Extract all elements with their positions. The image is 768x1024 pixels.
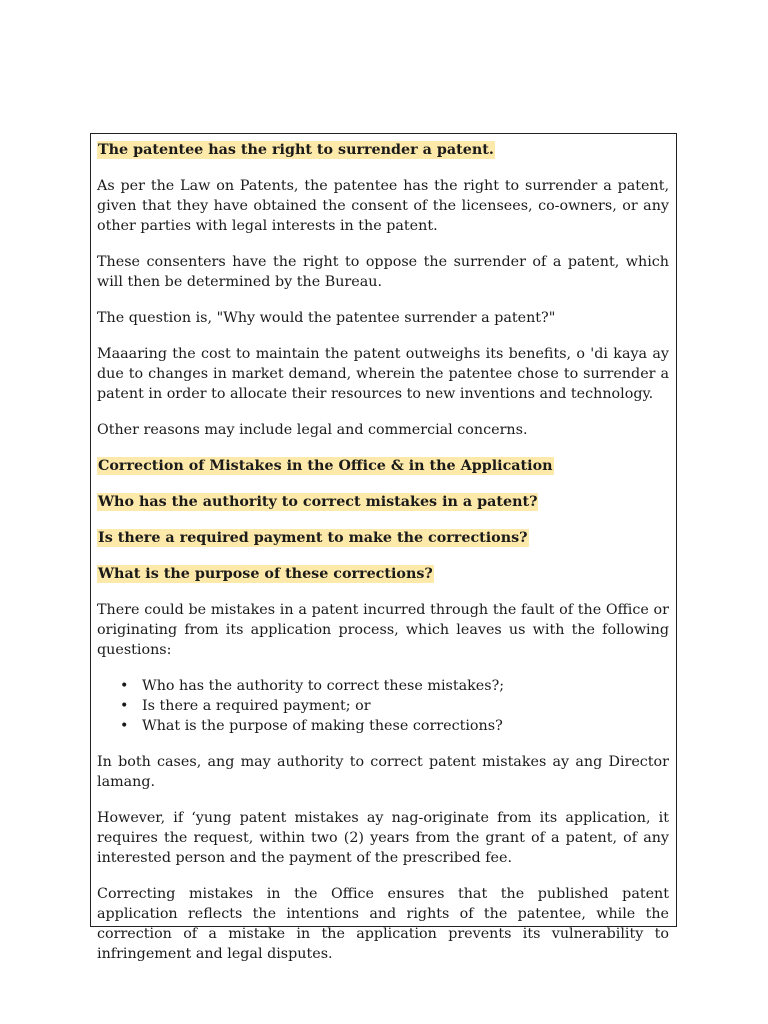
paragraph-application-origin: However, if ‘yung patent mistakes ay nag-originate from its application, it requires the request, within two (2) years from the grant of a patent, of any interested person and the payment of the prescribed fee.	[97, 810, 669, 866]
heading-payment	[97, 528, 669, 548]
heading-authority	[97, 492, 669, 512]
bullet-icon: •	[120, 718, 129, 734]
paragraph-mistakes: There could be mistakes in a patent incurred through the fault of the Office or originating from its application process, which leaves us with the following questions:	[97, 602, 669, 658]
highlighted-heading: Who has the authority to correct mistakes in a patent?	[98, 494, 538, 510]
content-box	[90, 133, 677, 962]
paragraph-other-reasons: Other reasons may include legal and commercial concerns.	[97, 422, 528, 438]
heading-surrender	[97, 140, 669, 160]
paragraph-conclusion: Correcting mistakes in the Office ensures that the published patent application reflects the intentions and rights of the patentee, while the correction of a mistake in the application prevents its vulnerability to infringement and legal disputes.	[97, 886, 669, 962]
highlighted-heading: Is there a required payment to make the corrections?	[98, 530, 528, 546]
paragraph-director: In both cases, ang may authority to correct patent mistakes ay ang Director lamang.	[97, 754, 669, 790]
list-item	[120, 676, 669, 696]
heading-purpose	[97, 564, 669, 584]
bullet-icon: •	[120, 678, 129, 694]
list-item-text: Is there a required payment; or	[142, 698, 371, 714]
list-item	[120, 716, 669, 736]
list-item	[120, 696, 669, 716]
paragraph-question: The question is, "Why would the patentee surrender a patent?"	[97, 310, 556, 326]
list-item-text: Who has the authority to correct these mistakes?;	[142, 678, 505, 694]
highlighted-heading: Correction of Mistakes in the Office & in the Application	[98, 458, 553, 474]
list-item-text: What is the purpose of making these corrections?	[142, 718, 503, 734]
paragraph-reasons: Maaaring the cost to maintain the patent outweighs its benefits, o 'di kaya ay due to changes in market demand, wherein the patentee chose to surrender a patent in order to allocate their resources to new inventions and technology.	[97, 346, 669, 402]
heading-correction	[97, 456, 669, 476]
paragraph-law-on-patents: As per the Law on Patents, the patentee has the right to surrender a patent, given that they have obtained the consent of the licensees, co-owners, or any other parties with legal interests in the patent.	[97, 178, 669, 234]
bullet-icon: •	[120, 698, 129, 714]
highlighted-heading: What is the purpose of these corrections?	[98, 566, 433, 582]
questions-list	[97, 676, 669, 736]
paragraph-consenters: These consenters have the right to oppose the surrender of a patent, which will then be determined by the Bureau.	[97, 254, 669, 290]
highlighted-heading: The patentee has the right to surrender a patent.	[98, 142, 494, 158]
